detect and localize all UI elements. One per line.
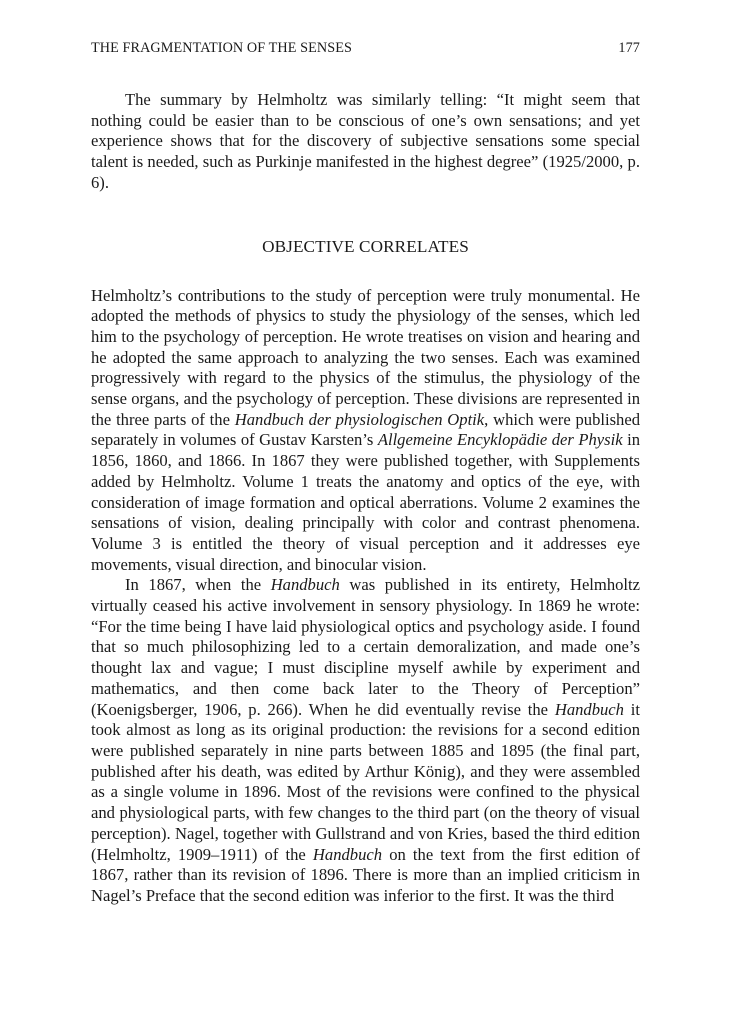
- paragraph-handbuch-revisions: [91, 575, 640, 906]
- book-title-encyklopadie: Allgemeine Encyklopädie der Physik: [377, 430, 623, 450]
- book-title-handbuch: Handbuch: [554, 699, 624, 719]
- paragraph-text: on the text from the first edition of 1867, rather than its revision of 1896. There is more than an implied criticism in Nagel’s Preface that the second edition was inferior to the first. It was the third: [91, 844, 640, 905]
- page-number: 177: [618, 40, 640, 56]
- running-title: THE FRAGMENTATION OF THE SENSES: [91, 40, 353, 56]
- paragraph-text: , which were published separately in volumes of Gustav Karsten’s: [91, 409, 641, 450]
- paragraph-text: Helmholtz’s contributions to the study of perception were truly monumental. He adopted the methods of physics to study the physiology of the senses, which led him to the psychology of perception. He wrote treatises on vision and hearing and he adopted the same approach to analyzing the two senses. Each was examined progressively with regard to the physics of the stimulus, the physiology of the sense organs, and the psychology of perception. These divisions are represented in the three parts of the: [91, 285, 640, 429]
- paragraph-text: was published in its entirety, Helmholtz virtually ceased his active involvement in sensory physiology. In 1869 he wrote: “For the time being I have laid physiological optics and psychology aside. I found that so much philosophizing led to a certain demoralization, and made one’s thought lax and vague; I must discipline myself awhile by experiment and mathematics, and then come back later to the Theory of Perception” (Koenigsberger, 1906, p. 266). When he did eventually revise the: [91, 575, 641, 719]
- paragraph-text: it took almost as long as its original production: the revisions for a second edition were published separately in nine parts between 1885 and 1895 (the final part, published after his death, was edited by Arthur König), and they were assembled as a single volume in 1896. Most of the revisions were confined to the physical and physiological parts, with few changes to the third part (on the theory of visual perception). Nagel, together with Gullstrand and von Kries, based the third edition (Helmholtz, 1909–1911) of the: [91, 699, 640, 864]
- paragraph-helmholtz-summary: The summary by Helmholtz was similarly telling: “It might seem that nothing could be easier than to be conscious of one’s own sensations; and yet experience shows that for the discovery of subjective sensations some special talent is needed, such as Purkinje manifested in the highest degree” (1925/2000, p. 6).: [91, 90, 640, 192]
- book-title-handbuch: Handbuch der physiologischen Optik: [234, 409, 485, 429]
- paragraph-contributions: [91, 286, 640, 576]
- paragraph-text: In 1867, when the: [125, 575, 271, 595]
- paragraph-text: in 1856, 1860, and 1866. In 1867 they were published together, with Supplements added by Helmholtz. Volume 1 treats the anatomy and optics of the eye, with consideration of image formation and optical aberrations. Volume 2 examines the sensations of vision, dealing principally with color and contrast phenomena. Volume 3 is entitled the theory of visual perception and it addresses eye movements, visual direction, and binocular vision.: [91, 430, 640, 574]
- book-page: [91, 40, 640, 907]
- section-heading: OBJECTIVE CORRELATES: [262, 236, 469, 256]
- book-title-handbuch: Handbuch: [312, 844, 383, 864]
- running-head: [91, 40, 640, 64]
- book-title-handbuch: Handbuch: [270, 575, 340, 595]
